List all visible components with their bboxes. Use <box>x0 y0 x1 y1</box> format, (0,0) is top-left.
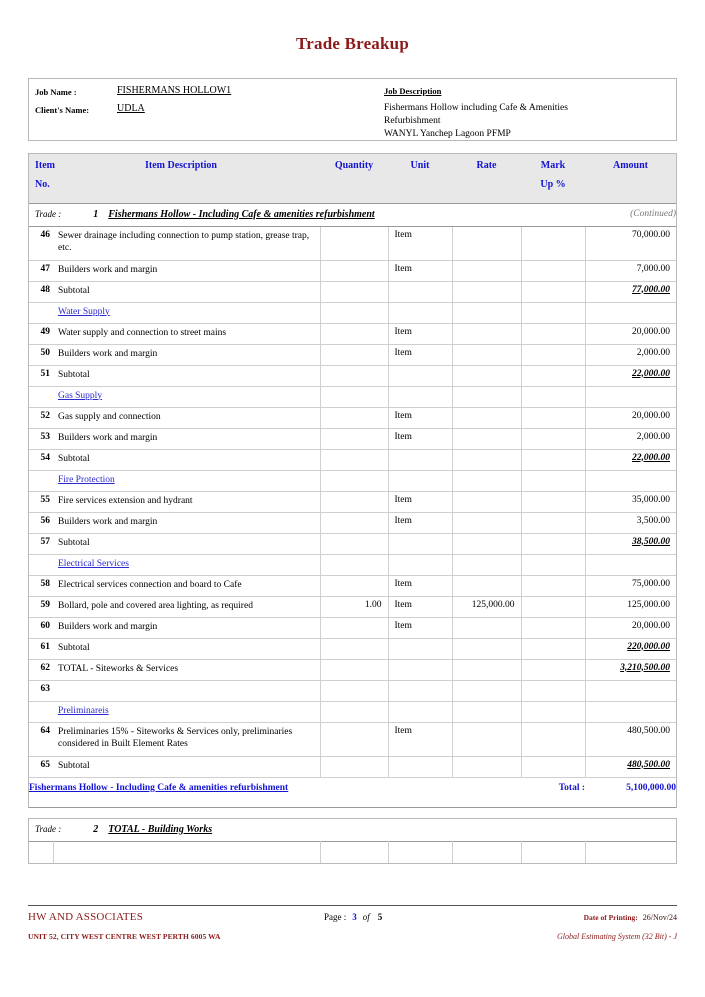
row-description: Bollard, pole and covered area lighting, as required <box>53 596 320 617</box>
row-description: Subtotal <box>53 533 320 554</box>
row-amount <box>585 365 676 386</box>
column-header-item-label: Item <box>35 160 55 171</box>
page-of-label: of <box>362 912 370 922</box>
trade-number: 1 <box>93 208 99 220</box>
table-row <box>29 428 676 449</box>
section-heading: Electrical Services <box>58 558 129 569</box>
subtotal-amount: 220,000.00 <box>627 641 670 652</box>
row-description <box>53 680 320 701</box>
row-description: Water supply and connection to street mains <box>53 323 320 344</box>
footer-company-name: HW AND ASSOCIATES <box>28 911 144 923</box>
row-amount: 2,000.00 <box>585 344 676 365</box>
trade-banner-2-block <box>28 818 677 865</box>
row-amount: 7,000.00 <box>585 260 676 281</box>
row-markup <box>521 554 585 575</box>
row-amount: 20,000.00 <box>585 323 676 344</box>
row-markup <box>521 512 585 533</box>
column-header-rate: Rate <box>452 154 521 179</box>
row-rate <box>452 701 521 722</box>
row-amount <box>585 533 676 554</box>
trade-label-2: Trade : <box>35 823 62 834</box>
row-amount <box>585 638 676 659</box>
row-rate <box>452 756 521 777</box>
row-quantity <box>320 386 388 407</box>
table-row <box>29 260 676 281</box>
row-quantity <box>320 323 388 344</box>
row-rate <box>452 260 521 281</box>
row-amount: 480,500.00 <box>585 722 676 756</box>
row-description: Fire services extension and hydrant <box>53 491 320 512</box>
grand-total-row <box>29 777 676 807</box>
row-quantity <box>320 260 388 281</box>
row-rate <box>452 638 521 659</box>
row-markup <box>521 449 585 470</box>
column-header-quantity: Quantity <box>320 154 388 179</box>
table-row <box>29 407 676 428</box>
table-row <box>29 344 676 365</box>
row-item-no: 53 <box>29 428 53 449</box>
row-description: Subtotal <box>53 756 320 777</box>
row-quantity <box>320 226 388 260</box>
row-description: Sewer drainage including connection to pump station, grease trap, etc. <box>53 226 320 260</box>
column-header-rate-2 <box>452 179 521 203</box>
row-description: Electrical services connection and board to Cafe <box>53 575 320 596</box>
grand-total-title: Fishermans Hollow - Including Cafe & amenities refurbishment <box>29 777 452 807</box>
job-name-value: FISHERMANS HOLLOW1 <box>117 85 232 96</box>
row-amount <box>585 386 676 407</box>
row-unit: Item <box>388 344 452 365</box>
row-description: Builders work and margin <box>53 428 320 449</box>
row-markup <box>521 722 585 756</box>
page-label: Page : <box>324 912 347 922</box>
row-markup <box>521 407 585 428</box>
row-unit: Item <box>388 491 452 512</box>
row-quantity <box>320 756 388 777</box>
row-description: TOTAL - Siteworks & Services <box>53 659 320 680</box>
subtotal-amount: 22,000.00 <box>632 368 670 379</box>
row-description <box>53 470 320 491</box>
empty-cell-unit <box>388 842 452 864</box>
row-amount <box>585 659 676 680</box>
table-row <box>29 596 676 617</box>
row-unit: Item <box>388 722 452 756</box>
row-amount: 20,000.00 <box>585 407 676 428</box>
row-amount: 2,000.00 <box>585 428 676 449</box>
row-item-no: 64 <box>29 722 53 756</box>
grand-total-amount: 5,100,000.00 <box>585 777 676 807</box>
date-of-printing-label: Date of Printing: <box>583 913 638 922</box>
section-heading: Gas Supply <box>58 390 103 401</box>
row-item-no: 61 <box>29 638 53 659</box>
job-description-lines <box>384 102 568 141</box>
row-amount: 35,000.00 <box>585 491 676 512</box>
row-quantity <box>320 407 388 428</box>
row-amount <box>585 756 676 777</box>
row-unit <box>388 386 452 407</box>
table-row <box>29 701 676 722</box>
job-description-label: Job Description <box>384 86 442 96</box>
row-markup <box>521 701 585 722</box>
row-rate <box>452 386 521 407</box>
column-header-description-label: Item Description <box>145 160 217 171</box>
row-unit <box>388 701 452 722</box>
empty-cell-qty <box>320 842 388 864</box>
trade-banner-row <box>29 203 676 226</box>
column-header-markup-pct: Up % <box>521 179 585 203</box>
table-row <box>29 449 676 470</box>
column-header-quantity-2 <box>320 179 388 203</box>
column-header-item <box>29 154 320 179</box>
row-item-no: 58 <box>29 575 53 596</box>
subtotal-amount: 22,000.00 <box>632 452 670 463</box>
row-unit <box>388 365 452 386</box>
row-rate <box>452 722 521 756</box>
table-header-row-1 <box>29 154 676 179</box>
row-markup <box>521 344 585 365</box>
row-rate <box>452 554 521 575</box>
date-of-printing-value: 26/Nov/24 <box>642 913 677 922</box>
row-quantity <box>320 638 388 659</box>
trade-title-2: TOTAL - Building Works <box>108 823 213 835</box>
row-unit: Item <box>388 428 452 449</box>
column-header-unit: Unit <box>388 154 452 179</box>
row-description: Subtotal <box>53 638 320 659</box>
empty-cell-mark <box>521 842 585 864</box>
row-description: Builders work and margin <box>53 344 320 365</box>
row-markup <box>521 302 585 323</box>
table-row <box>29 680 676 701</box>
row-item-no: 59 <box>29 596 53 617</box>
row-item-no: 52 <box>29 407 53 428</box>
footer-company-address: UNIT 52, CITY WEST CENTRE WEST PERTH 6005 WA <box>28 932 221 941</box>
row-item-no: 63 <box>29 680 53 701</box>
row-description <box>53 554 320 575</box>
row-amount <box>585 281 676 302</box>
table-row <box>29 659 676 680</box>
table-row <box>29 386 676 407</box>
row-item-no: 56 <box>29 512 53 533</box>
row-rate <box>452 617 521 638</box>
row-item-no: 54 <box>29 449 53 470</box>
row-unit: Item <box>388 596 452 617</box>
table-row <box>29 533 676 554</box>
row-unit: Item <box>388 617 452 638</box>
table-row <box>29 491 676 512</box>
row-amount: 20,000.00 <box>585 617 676 638</box>
row-markup <box>521 756 585 777</box>
row-item-no: 48 <box>29 281 53 302</box>
row-markup <box>521 491 585 512</box>
table-row <box>29 617 676 638</box>
row-rate <box>452 575 521 596</box>
empty-grid-row <box>29 842 676 864</box>
trade-label: Trade : <box>35 208 62 219</box>
job-name-label: Job Name : <box>35 87 77 97</box>
row-description <box>53 701 320 722</box>
row-item-no: 65 <box>29 756 53 777</box>
row-amount <box>585 470 676 491</box>
row-unit <box>388 756 452 777</box>
subtotal-amount: 3,210,500.00 <box>620 662 670 673</box>
column-header-mark: Mark <box>521 154 585 179</box>
trade-banner-cell <box>29 203 585 226</box>
row-unit <box>388 449 452 470</box>
table-row <box>29 512 676 533</box>
row-rate <box>452 428 521 449</box>
empty-cell-rate <box>452 842 521 864</box>
row-item-no <box>29 470 53 491</box>
subtotal-amount: 38,500.00 <box>632 536 670 547</box>
row-markup <box>521 638 585 659</box>
job-description-line: Fishermans Hollow including Cafe & Amenities <box>384 103 568 113</box>
row-description: Builders work and margin <box>53 617 320 638</box>
trade-number-2: 2 <box>93 823 99 835</box>
row-rate <box>452 344 521 365</box>
row-item-no: 62 <box>29 659 53 680</box>
row-unit: Item <box>388 260 452 281</box>
subtotal-amount: 480,500.00 <box>627 759 670 770</box>
job-description-line: Refurbishment <box>384 116 441 126</box>
row-description <box>53 386 320 407</box>
row-amount <box>585 449 676 470</box>
row-quantity <box>320 659 388 680</box>
row-unit <box>388 470 452 491</box>
empty-cell-amount <box>585 842 676 864</box>
row-item-no <box>29 701 53 722</box>
row-markup <box>521 617 585 638</box>
row-description: Subtotal <box>53 281 320 302</box>
empty-cell-no <box>29 842 53 864</box>
row-rate <box>452 302 521 323</box>
trade-title: Fishermans Hollow - Including Cafe & amenities refurbishment <box>108 208 375 220</box>
row-markup <box>521 323 585 344</box>
trade-banner-row-2 <box>29 819 676 842</box>
row-description: Gas supply and connection <box>53 407 320 428</box>
row-description: Subtotal <box>53 365 320 386</box>
section-heading: Preliminareis <box>58 705 109 716</box>
row-item-no: 55 <box>29 491 53 512</box>
row-amount <box>585 701 676 722</box>
table-row <box>29 302 676 323</box>
row-markup <box>521 365 585 386</box>
row-rate <box>452 470 521 491</box>
row-quantity <box>320 722 388 756</box>
row-rate <box>452 449 521 470</box>
column-header-no: No. <box>29 179 320 203</box>
row-quantity <box>320 701 388 722</box>
trade-banner-2-cell <box>29 819 676 842</box>
row-unit: Item <box>388 575 452 596</box>
row-rate <box>452 491 521 512</box>
row-markup <box>521 659 585 680</box>
row-item-no: 51 <box>29 365 53 386</box>
row-item-no: 57 <box>29 533 53 554</box>
continued-marker: (Continued) <box>585 203 676 226</box>
row-amount: 70,000.00 <box>585 226 676 260</box>
column-header-unit-2 <box>388 179 452 203</box>
row-unit <box>388 302 452 323</box>
section-heading: Water Supply <box>58 306 110 317</box>
row-markup <box>521 428 585 449</box>
table-row <box>29 554 676 575</box>
row-item-no: 50 <box>29 344 53 365</box>
grand-total-spacer <box>452 777 521 807</box>
row-item-no <box>29 554 53 575</box>
row-unit: Item <box>388 323 452 344</box>
job-description-line: WANYL Yanchep Lagoon PFMP <box>384 129 511 139</box>
row-unit <box>388 659 452 680</box>
row-unit <box>388 554 452 575</box>
row-unit <box>388 680 452 701</box>
row-rate <box>452 533 521 554</box>
row-description: Preliminaries 15% - Siteworks & Services only, preliminaries considered in Built Element Rates <box>53 722 320 756</box>
section-heading: Fire Protection <box>58 474 115 485</box>
row-markup <box>521 386 585 407</box>
row-item-no: 47 <box>29 260 53 281</box>
page-indicator <box>324 912 382 922</box>
row-description: Builders work and margin <box>53 260 320 281</box>
row-quantity <box>320 575 388 596</box>
row-quantity <box>320 365 388 386</box>
row-markup <box>521 226 585 260</box>
row-rate <box>452 512 521 533</box>
page-number: 3 <box>352 912 357 922</box>
page-footer <box>28 905 677 947</box>
row-rate <box>452 281 521 302</box>
job-info-box <box>28 78 677 141</box>
table-row <box>29 323 676 344</box>
row-quantity <box>320 449 388 470</box>
row-description: Builders work and margin <box>53 512 320 533</box>
footer-system-note: Global Estimating System (32 Bit) - J <box>557 932 677 941</box>
row-quantity <box>320 512 388 533</box>
table-header-row-2 <box>29 179 676 203</box>
row-unit <box>388 533 452 554</box>
date-of-printing <box>584 913 677 922</box>
row-rate: 125,000.00 <box>452 596 521 617</box>
row-amount <box>585 302 676 323</box>
row-rate <box>452 659 521 680</box>
row-markup <box>521 680 585 701</box>
row-rate <box>452 226 521 260</box>
row-rate <box>452 407 521 428</box>
row-quantity <box>320 554 388 575</box>
table-row <box>29 470 676 491</box>
table-row <box>29 365 676 386</box>
table-row <box>29 638 676 659</box>
row-quantity <box>320 533 388 554</box>
column-header-amount: Amount <box>585 154 676 179</box>
row-quantity <box>320 428 388 449</box>
row-markup <box>521 470 585 491</box>
column-header-amount-2 <box>585 179 676 203</box>
client-name-value: UDLA <box>117 103 145 114</box>
row-quantity <box>320 680 388 701</box>
row-item-no <box>29 302 53 323</box>
row-amount: 3,500.00 <box>585 512 676 533</box>
row-amount: 125,000.00 <box>585 596 676 617</box>
row-unit: Item <box>388 226 452 260</box>
table-row <box>29 756 676 777</box>
row-unit: Item <box>388 512 452 533</box>
subtotal-amount: 77,000.00 <box>632 284 670 295</box>
row-quantity <box>320 491 388 512</box>
row-item-no: 46 <box>29 226 53 260</box>
empty-cell-desc <box>53 842 320 864</box>
table-row <box>29 281 676 302</box>
row-quantity <box>320 302 388 323</box>
table-row <box>29 575 676 596</box>
row-description <box>53 302 320 323</box>
row-markup <box>521 533 585 554</box>
page-total: 5 <box>377 912 383 922</box>
row-quantity <box>320 344 388 365</box>
row-item-no: 49 <box>29 323 53 344</box>
row-item-no <box>29 386 53 407</box>
row-quantity <box>320 281 388 302</box>
row-rate <box>452 680 521 701</box>
row-rate <box>452 365 521 386</box>
row-quantity <box>320 617 388 638</box>
table-row <box>29 722 676 756</box>
trade-breakup-table <box>28 153 677 808</box>
row-amount <box>585 680 676 701</box>
grand-total-label: Total : <box>521 777 585 807</box>
row-quantity <box>320 470 388 491</box>
row-unit <box>388 638 452 659</box>
row-amount <box>585 554 676 575</box>
row-quantity: 1.00 <box>320 596 388 617</box>
row-markup <box>521 260 585 281</box>
table-row <box>29 226 676 260</box>
row-markup <box>521 575 585 596</box>
page-title: Trade Breakup <box>296 34 409 53</box>
row-amount: 75,000.00 <box>585 575 676 596</box>
client-name-label: Client's Name: <box>35 105 90 115</box>
row-item-no: 60 <box>29 617 53 638</box>
row-rate <box>452 323 521 344</box>
row-unit: Item <box>388 407 452 428</box>
row-markup <box>521 281 585 302</box>
row-markup <box>521 596 585 617</box>
row-unit <box>388 281 452 302</box>
row-description: Subtotal <box>53 449 320 470</box>
